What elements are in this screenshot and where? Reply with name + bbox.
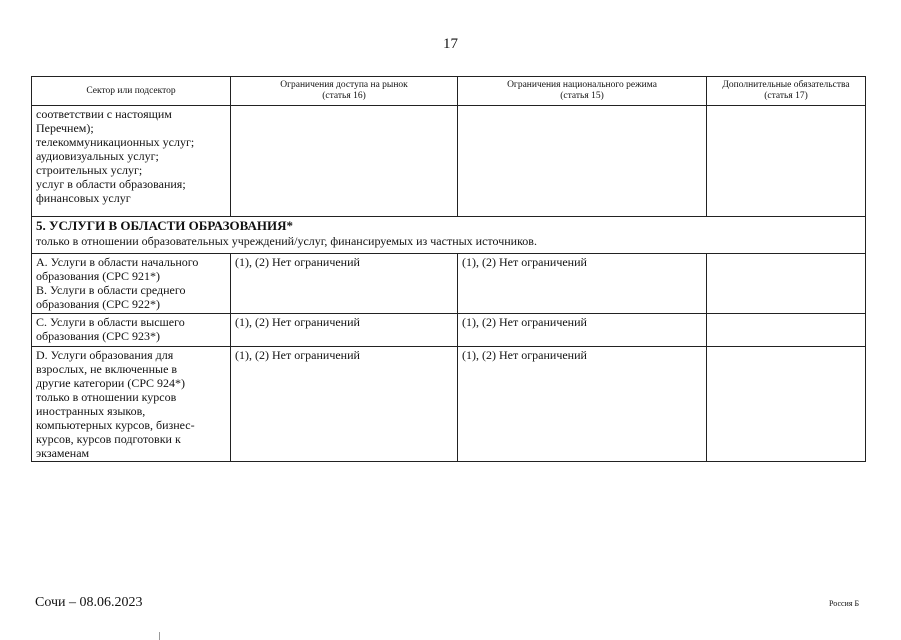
row-national-treatment-cell: (1), (2) Нет ограничений — [458, 347, 707, 462]
row-market-access-cell: (1), (2) Нет ограничений — [231, 347, 458, 462]
continuation-row — [32, 106, 866, 217]
row-additional-cell — [707, 347, 866, 462]
header-additional-commitments: Дополнительные обязательства (статья 17) — [707, 77, 866, 106]
header-market-access: Ограничения доступа на рынок (статья 16) — [231, 77, 458, 106]
row-national-treatment-cell: (1), (2) Нет ограничений — [458, 254, 707, 314]
scan-mark — [159, 632, 160, 640]
header-row — [32, 77, 866, 106]
section-note: только в отношении образовательных учреждений/услуг, финансируемых из частных источников. — [36, 234, 537, 248]
section-heading-cell — [32, 217, 866, 254]
row-sector-cell: D. Услуги образования для взрослых, не включенные в другие категории (CPC 924*) только в отношении курсов иностранных языков, компьютерных курсов, бизнес- курсов, курсов подготовки к экзаменам — [32, 347, 231, 462]
continuation-national-treatment-cell — [458, 106, 707, 217]
row-additional-cell — [707, 254, 866, 314]
table-row — [32, 347, 866, 462]
table-row — [32, 314, 866, 347]
table-row — [32, 254, 866, 314]
row-sector-cell: A. Услуги в области начального образования (CPC 921*) B. Услуги в области среднего образования (CPC 922*) — [32, 254, 231, 314]
row-market-access-cell: (1), (2) Нет ограничений — [231, 254, 458, 314]
continuation-additional-cell — [707, 106, 866, 217]
footer-code: Россия Б — [829, 599, 860, 608]
row-market-access-cell: (1), (2) Нет ограничений — [231, 314, 458, 347]
header-national-treatment: Ограничения национального режима (статья 15) — [458, 77, 707, 106]
continuation-sector-cell: соответствии с настоящим Перечнем); телекоммуникационных услуг; аудиовизуальных услуг; строительных услуг; услуг в области образования; финансовых услуг — [32, 106, 231, 217]
section-row — [32, 217, 866, 254]
row-additional-cell — [707, 314, 866, 347]
header-sector: Сектор или подсектор — [32, 77, 231, 106]
page-number: 17 — [443, 36, 458, 52]
row-national-treatment-cell: (1), (2) Нет ограничений — [458, 314, 707, 347]
section-title: 5. УСЛУГИ В ОБЛАСТИ ОБРАЗОВАНИЯ* — [36, 218, 293, 233]
continuation-market-access-cell — [231, 106, 458, 217]
row-sector-cell: C. Услуги в области высшего образования (CPC 923*) — [32, 314, 231, 347]
footer-place-date: Сочи – 08.06.2023 — [35, 595, 143, 610]
commitments-table — [31, 76, 866, 462]
